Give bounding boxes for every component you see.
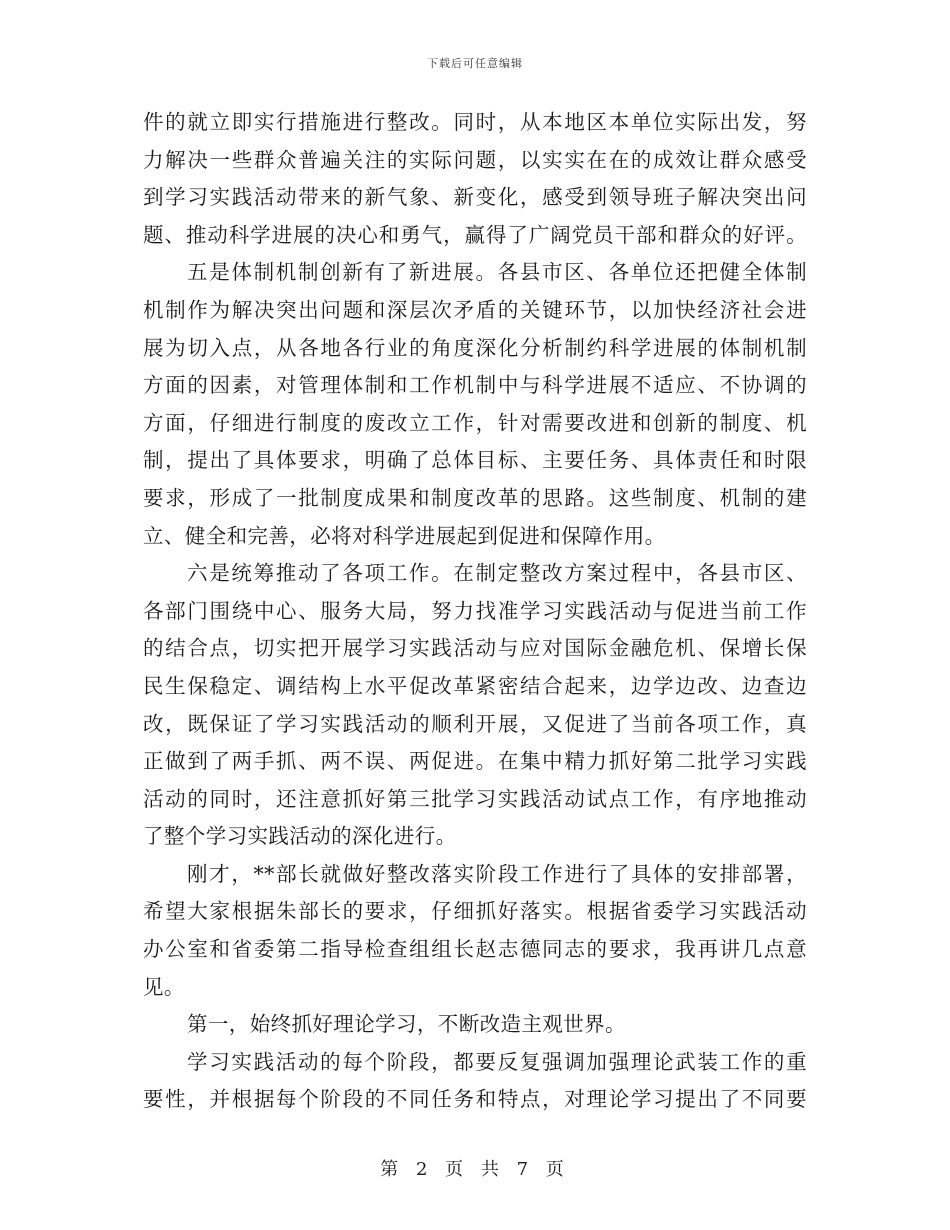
text-line: 活动的同时，还注意抓好第三批学习实践活动试点工作，有序地推动 xyxy=(143,786,807,811)
text-line: 机制作为解决突出问题和深层次矛盾的关键环节，以加快经济社会进 xyxy=(143,297,807,322)
text-line: 的结合点，切实把开展学习实践活动与应对国际金融危机、保增长保 xyxy=(143,636,807,661)
text-line: 办公室和省委第二指导检查组组长赵志德同志的要求，我再讲几点意 xyxy=(143,937,807,962)
text-line: 展为切入点，从各地各行业的角度深化分析制约科学进展的体制机制 xyxy=(143,335,807,360)
text-line: 希望大家根据朱部长的要求，仔细抓好落实。根据省委学习实践活动 xyxy=(143,899,807,924)
text-line: 方面的因素，对管理体制和工作机制中与科学进展不适应、不协调的 xyxy=(143,373,807,398)
text-line: 要求，形成了一批制度成果和制度改革的思路。这些制度、机制的建 xyxy=(143,485,807,510)
text-line: 正做到了两手抓、两不误、两促进。在集中精力抓好第二批学习实践 xyxy=(143,749,807,774)
paragraph-start-line: 学习实践活动的每个阶段，都要反复强调加强理论武装工作的重 xyxy=(187,1049,807,1074)
document-body xyxy=(143,104,807,1119)
text-line: 件的就立即实行措施进行整改。同时，从本地区本单位实际出发，努 xyxy=(143,110,807,134)
text-line: 改，既保证了学习实践活动的顺利开展，又促进了当前各项工作，真 xyxy=(143,711,807,736)
paragraph-start-line: 六是统筹推动了各项工作。在制定整改方案过程中，各县市区、 xyxy=(187,561,807,586)
text-line: 方面，仔细进行制度的废改立工作，针对需要改进和创新的制度、机 xyxy=(143,410,807,435)
text-line: 民生保稳定、调结构上水平促改革紧密结合起来，边学边改、边查边 xyxy=(143,673,807,698)
page-number: 第 2 页 共 7 页 xyxy=(380,1159,570,1180)
paragraph-start-line: 五是体制机制创新有了新进展。各县市区、各单位还把健全体制 xyxy=(187,260,807,285)
paragraph-start-line: 刚才，**部长就做好整改落实阶段工作进行了具体的安排部署， xyxy=(187,861,807,886)
text-line: 各部门围绕中心、服务大局，努力找准学习实践活动与促进当前工作 xyxy=(143,598,807,623)
text-line: 制，提出了具体要求，明确了总体目标、主要任务、具体责任和时限 xyxy=(143,448,807,473)
section-heading: 第一，始终抓好理论学习，不断改造主观世界。 xyxy=(187,1012,626,1037)
download-edit-note: 下载后可任意编辑 xyxy=(427,57,523,70)
text-line: 立、健全和完善，必将对科学进展起到促进和保障作用。 xyxy=(143,523,666,548)
text-line: 见。 xyxy=(143,974,185,999)
text-line: 力解决一些群众普遍关注的实际问题，以实实在在的成效让群众感受 xyxy=(143,147,807,172)
text-line: 了整个学习实践活动的深化进行。 xyxy=(143,824,457,849)
text-line: 题、推动科学进展的决心和勇气，赢得了广阔党员干部和群众的好评。 xyxy=(143,222,807,247)
text-line: 到学习实践活动带来的新气象、新变化，感受到领导班子解决突出问 xyxy=(143,185,807,210)
text-line: 要性，并根据每个阶段的不同任务和特点，对理论学习提出了不同要 xyxy=(143,1087,807,1112)
